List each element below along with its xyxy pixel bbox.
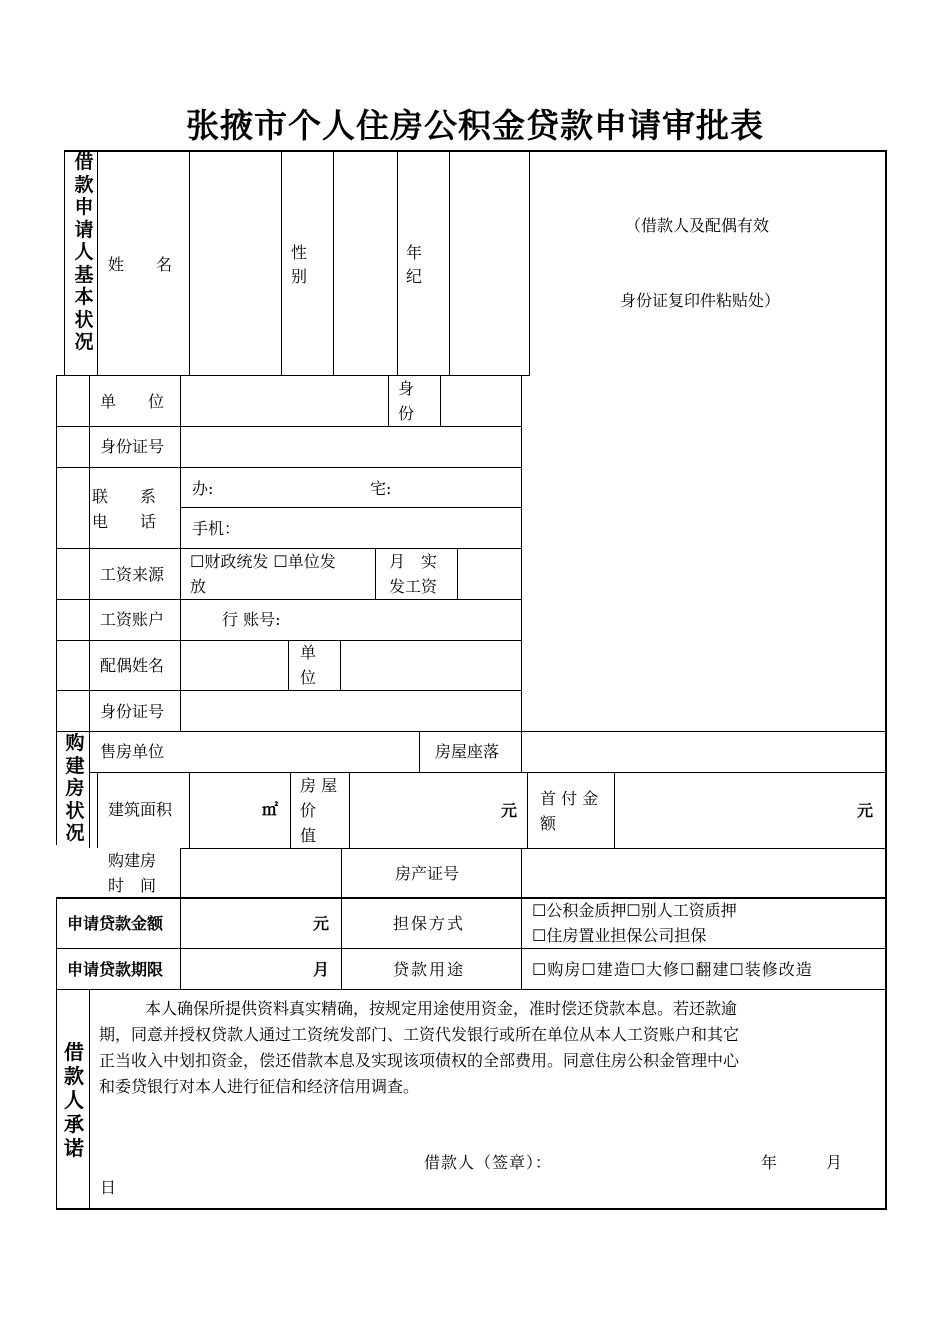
- guarantee-options-2[interactable]: ☐住房置业担保公司担保: [532, 926, 707, 945]
- form-title: 张掖市个人住房公积金贷款申请审批表: [186, 106, 764, 145]
- photo-hint-1: （借款人及配偶有效: [625, 216, 770, 235]
- promise-line-2: 期，同意并授权贷款人通过工资统发部门、工资代发银行或所在单位从本人工资账户和其它: [99, 1025, 740, 1044]
- area-label: 建筑面积: [108, 800, 173, 819]
- monthly-salary-label-2: 发工资: [389, 577, 438, 596]
- contact-label-1: 联 系: [92, 487, 157, 506]
- date-year: 年: [761, 1153, 778, 1172]
- spouse-name-label: 配偶姓名: [100, 656, 165, 675]
- promise-line-4: 和委贷银行对本人进行征信和经济信用调查。: [99, 1077, 420, 1096]
- loan-amount-unit: 元: [313, 914, 330, 933]
- home-phone-label: 宅:: [370, 479, 392, 498]
- salary-source-options-1[interactable]: ☐财政统发 ☐单位发: [190, 552, 336, 571]
- age-label-1: 年: [406, 243, 423, 262]
- build-time-label-2: 时 间: [108, 876, 157, 895]
- promise-text: [99, 996, 883, 1100]
- salary-account-label: 工资账户: [100, 610, 165, 629]
- identity-label-1: 身: [398, 379, 415, 398]
- section-applicant: 借款申请人基本状况: [74, 151, 94, 353]
- photo-hint-2: 身份证复印件粘贴处）: [620, 291, 781, 310]
- date-month: 月: [826, 1153, 843, 1172]
- name-label: 姓 名: [108, 255, 173, 274]
- build-time-label-1: 购建房: [108, 851, 157, 870]
- signature-label: 借款人（签章）：: [424, 1153, 553, 1172]
- loan-term-label: 申请贷款期限: [67, 960, 164, 979]
- gender-label-2: 别: [291, 267, 308, 286]
- section-promise: 借款人承诺: [64, 1040, 84, 1160]
- gender-label-1: 性: [291, 243, 308, 262]
- guarantee-label: 担保方式: [393, 914, 466, 933]
- loan-use-options[interactable]: ☐购房☐建造☐大修☐翻建☐装修改造: [532, 960, 813, 979]
- section-purchase: 购建房状况: [65, 732, 85, 844]
- salary-source-label: 工资来源: [100, 565, 165, 584]
- office-phone-label: 办:: [192, 479, 214, 498]
- salary-source-options-2: 放: [190, 577, 207, 596]
- bank-account-label: 行 账号:: [222, 610, 281, 629]
- spouse-unit-label-1: 单: [300, 643, 317, 662]
- area-unit: ㎡: [262, 800, 279, 819]
- section-purchase-wrap: [60, 732, 90, 846]
- price-label-3: 值: [300, 826, 317, 845]
- monthly-salary-label-1: 月 实: [389, 552, 438, 571]
- loan-use-label: 贷款用途: [393, 960, 466, 979]
- property-cert-label: 房产证号: [395, 864, 460, 883]
- down-payment-label-1: 首 付 金: [540, 789, 599, 808]
- contact-label-2: 电 话: [92, 512, 157, 531]
- seller-label: 售房单位: [100, 742, 165, 761]
- guarantee-options-1[interactable]: ☐公积金质押☐别人工资质押: [532, 901, 737, 920]
- date-day: 日: [100, 1178, 117, 1197]
- price-unit: 元: [501, 801, 518, 820]
- loan-amount-label: 申请贷款金额: [67, 914, 164, 933]
- down-payment-unit: 元: [857, 801, 874, 820]
- unit-label: 单 位: [100, 392, 165, 411]
- loan-term-unit: 月: [313, 960, 330, 979]
- promise-line-3: 正当收入中划扣资金，偿还借款本息及实现该项债权的全部费用。同意住房公积金管理中心: [99, 1051, 740, 1070]
- identity-label-2: 份: [398, 404, 415, 423]
- price-label-2: 价: [300, 801, 317, 820]
- id-number-label: 身份证号: [100, 437, 165, 456]
- down-payment-label-2: 额: [540, 814, 557, 833]
- age-label-2: 纪: [406, 267, 423, 286]
- spouse-id-label: 身份证号: [100, 702, 165, 721]
- spouse-unit-label-2: 位: [300, 668, 317, 687]
- mobile-label: 手机：: [192, 519, 241, 538]
- house-location-label: 房屋座落: [435, 742, 500, 761]
- promise-line-1: 本人确保所提供资料真实精确，按规定用途使用资金，准时偿还贷款本息。若还款逾: [145, 999, 738, 1018]
- price-label-1: 房 屋: [300, 776, 338, 795]
